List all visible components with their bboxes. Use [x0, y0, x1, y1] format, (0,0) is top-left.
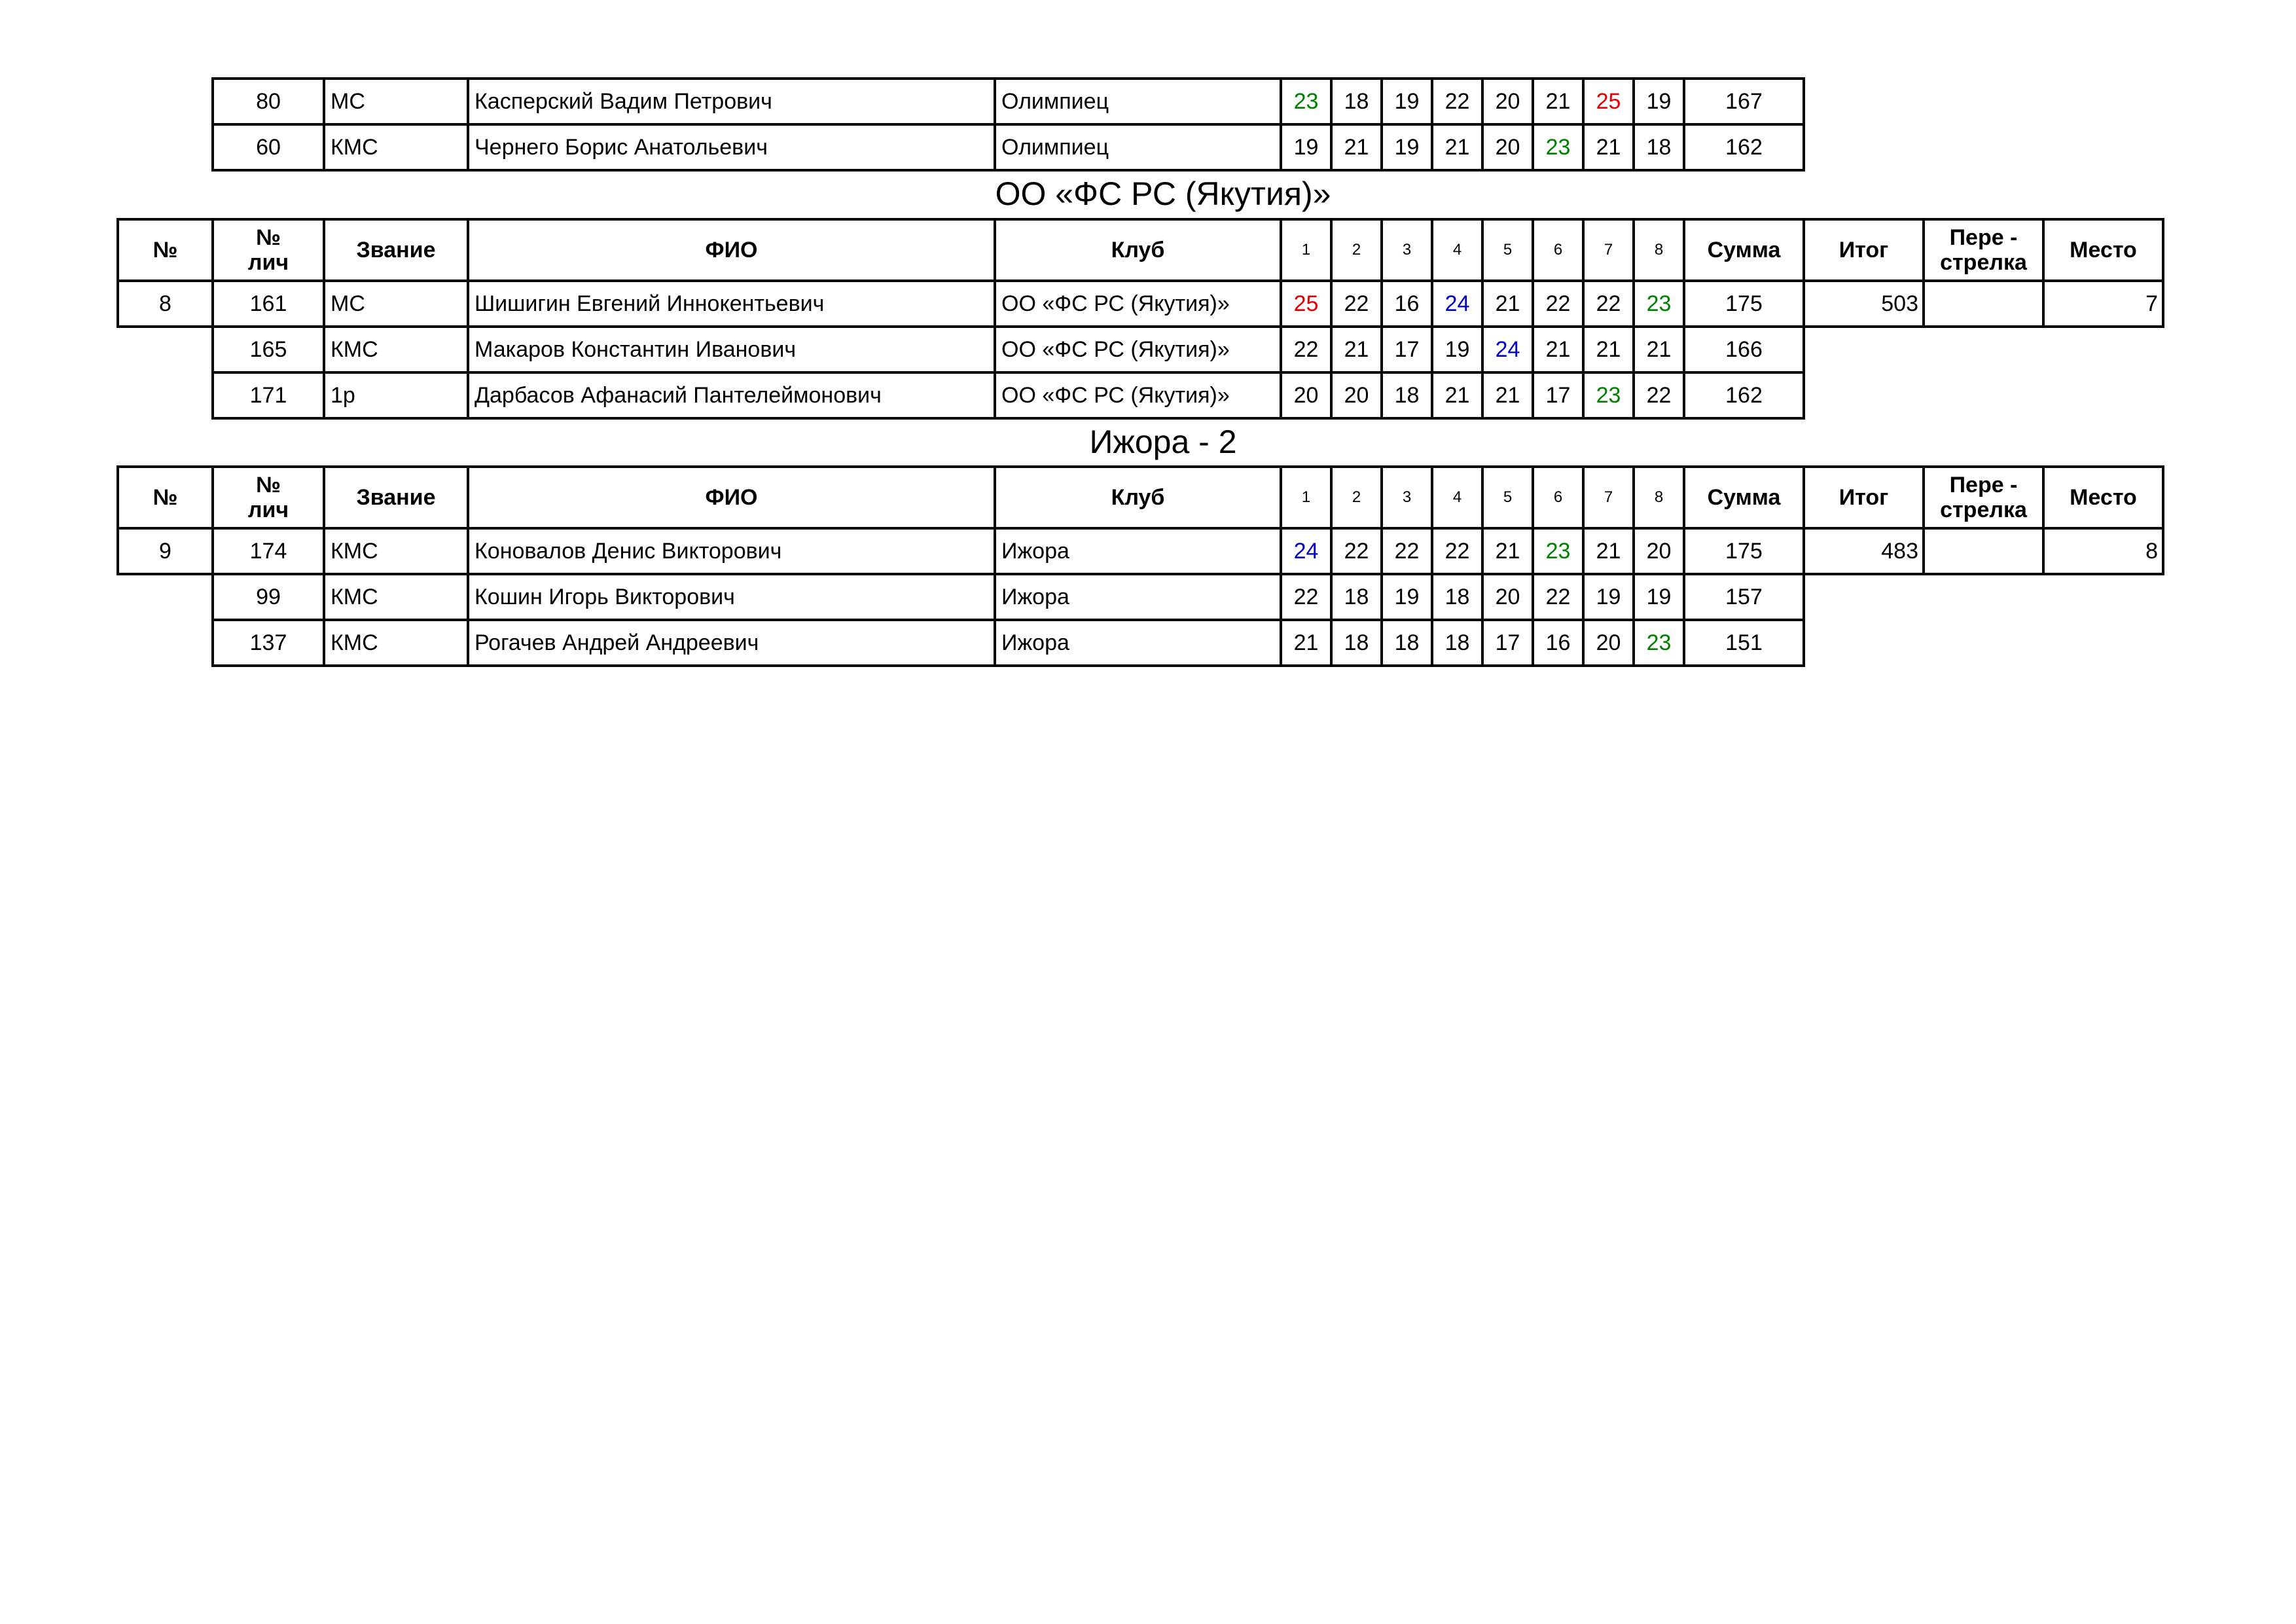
- rank: КМС: [324, 574, 468, 620]
- shot-score: 18: [1432, 620, 1482, 666]
- team-place: 7: [2043, 281, 2163, 327]
- athlete-name: Рогачев Андрей Андреевич: [468, 620, 995, 666]
- col-total: Итог: [1804, 467, 1924, 528]
- shot-score: 23: [1634, 281, 1684, 327]
- score-sum: 175: [1684, 528, 1804, 574]
- shot-score: 20: [1281, 372, 1331, 418]
- shot-score: 18: [1634, 124, 1684, 170]
- club: ОО «ФС РС (Якутия)»: [995, 327, 1281, 372]
- col-sum: Сумма: [1684, 219, 1804, 281]
- header-row: [118, 219, 2163, 281]
- club: Ижора: [995, 574, 1281, 620]
- shot-score: 20: [1634, 528, 1684, 574]
- score-sum: 167: [1684, 79, 1804, 124]
- shot-score: 22: [1331, 528, 1382, 574]
- shot-score: 24: [1482, 327, 1533, 372]
- personal-number: 165: [213, 327, 324, 372]
- score-sum: 151: [1684, 620, 1804, 666]
- athlete-name: Чернего Борис Анатольевич: [468, 124, 995, 170]
- col-shot-8: 8: [1634, 467, 1684, 528]
- shot-score: 25: [1583, 79, 1634, 124]
- personal-number: 171: [213, 372, 324, 418]
- shot-score: 21: [1533, 327, 1583, 372]
- rank: КМС: [324, 620, 468, 666]
- team-number: 8: [118, 281, 213, 327]
- shot-score: 21: [1583, 528, 1634, 574]
- shot-score: 20: [1482, 574, 1533, 620]
- score-sum: 175: [1684, 281, 1804, 327]
- shot-score: 17: [1482, 620, 1533, 666]
- shot-score: 21: [1432, 124, 1482, 170]
- col-sum: Сумма: [1684, 467, 1804, 528]
- rank: КМС: [324, 528, 468, 574]
- personal-number: 137: [213, 620, 324, 666]
- shot-score: 19: [1382, 124, 1432, 170]
- score-sum: 162: [1684, 372, 1804, 418]
- shot-score: 21: [1482, 281, 1533, 327]
- shot-score: 22: [1382, 528, 1432, 574]
- shot-score: 22: [1281, 327, 1331, 372]
- club: Олимпиец: [995, 79, 1281, 124]
- score-sum: 162: [1684, 124, 1804, 170]
- col-shot-7: 7: [1583, 467, 1634, 528]
- col-total: Итог: [1804, 219, 1924, 281]
- shot-score: 18: [1331, 574, 1382, 620]
- shot-score: 20: [1482, 124, 1533, 170]
- table-row: [118, 281, 2163, 327]
- shot-score: 19: [1634, 574, 1684, 620]
- shot-score: 21: [1482, 372, 1533, 418]
- shot-score: 20: [1331, 372, 1382, 418]
- shot-score: 22: [1432, 79, 1482, 124]
- table-row: [118, 327, 2163, 372]
- col-club: Клуб: [995, 219, 1281, 281]
- rank: КМС: [324, 327, 468, 372]
- shot-score: 23: [1583, 372, 1634, 418]
- shot-score: 23: [1533, 124, 1583, 170]
- col-shootoff: Пере - стрелка: [1924, 219, 2043, 281]
- col-num: №: [118, 467, 213, 528]
- table-row: [118, 372, 2163, 418]
- shot-score: 19: [1382, 79, 1432, 124]
- col-shot-4: 4: [1432, 219, 1482, 281]
- table-row: [213, 79, 1804, 124]
- col-shot-6: 6: [1533, 467, 1583, 528]
- col-shot-2: 2: [1331, 467, 1382, 528]
- personal-number: 80: [213, 79, 324, 124]
- shot-score: 22: [1281, 574, 1331, 620]
- header-row: [118, 467, 2163, 528]
- continued-results-table: [211, 77, 1805, 171]
- shot-score: 18: [1331, 620, 1382, 666]
- rank: МС: [324, 79, 468, 124]
- col-shot-3: 3: [1382, 467, 1432, 528]
- shot-score: 17: [1533, 372, 1583, 418]
- shot-score: 16: [1533, 620, 1583, 666]
- col-rank: Звание: [324, 219, 468, 281]
- shot-score: 21: [1634, 327, 1684, 372]
- shot-score: 20: [1583, 620, 1634, 666]
- col-shot-1: 1: [1281, 219, 1331, 281]
- team-title: Ижора - 2: [1089, 424, 1237, 460]
- shot-score: 18: [1382, 372, 1432, 418]
- col-personal-num: № лич: [213, 219, 324, 281]
- col-shot-6: 6: [1533, 219, 1583, 281]
- shot-score: 21: [1533, 79, 1583, 124]
- shot-score: 19: [1583, 574, 1634, 620]
- athlete-name: Макаров Константин Иванович: [468, 327, 995, 372]
- athlete-name: Кошин Игорь Викторович: [468, 574, 995, 620]
- shot-score: 21: [1331, 124, 1382, 170]
- personal-number: 174: [213, 528, 324, 574]
- col-fio: ФИО: [468, 467, 995, 528]
- col-club: Клуб: [995, 467, 1281, 528]
- shot-score: 19: [1432, 327, 1482, 372]
- table-row: [118, 528, 2163, 574]
- shot-score: 21: [1281, 620, 1331, 666]
- shot-score: 22: [1533, 281, 1583, 327]
- personal-number: 161: [213, 281, 324, 327]
- shot-score: 21: [1583, 124, 1634, 170]
- shot-score: 19: [1634, 79, 1684, 124]
- team-shootoff: [1924, 281, 2043, 327]
- shot-score: 22: [1583, 281, 1634, 327]
- table-row: [118, 574, 2163, 620]
- athlete-name: Коновалов Денис Викторович: [468, 528, 995, 574]
- shot-score: 17: [1382, 327, 1432, 372]
- team-results-table: [117, 465, 2164, 667]
- shot-score: 21: [1432, 372, 1482, 418]
- team-total: 503: [1804, 281, 1924, 327]
- team-shootoff: [1924, 528, 2043, 574]
- col-shot-8: 8: [1634, 219, 1684, 281]
- club: ОО «ФС РС (Якутия)»: [995, 372, 1281, 418]
- shot-score: 22: [1533, 574, 1583, 620]
- shot-score: 24: [1432, 281, 1482, 327]
- col-place: Место: [2043, 467, 2163, 528]
- shot-score: 23: [1281, 79, 1331, 124]
- col-shootoff: Пере - стрелка: [1924, 467, 2043, 528]
- shot-score: 21: [1583, 327, 1634, 372]
- athlete-name: Касперский Вадим Петрович: [468, 79, 995, 124]
- rank: КМС: [324, 124, 468, 170]
- shot-score: 19: [1281, 124, 1331, 170]
- club: Ижора: [995, 620, 1281, 666]
- col-shot-5: 5: [1482, 219, 1533, 281]
- shot-score: 25: [1281, 281, 1331, 327]
- shot-score: 19: [1382, 574, 1432, 620]
- shot-score: 16: [1382, 281, 1432, 327]
- rank: МС: [324, 281, 468, 327]
- score-sum: 157: [1684, 574, 1804, 620]
- col-shot-5: 5: [1482, 467, 1533, 528]
- team-results-table: [117, 218, 2164, 420]
- col-shot-2: 2: [1331, 219, 1382, 281]
- shot-score: 23: [1533, 528, 1583, 574]
- athlete-name: Дарбасов Афанасий Пантелеймонович: [468, 372, 995, 418]
- team-title: ОО «ФС РС (Якутия)»: [995, 175, 1331, 212]
- shot-score: 20: [1482, 79, 1533, 124]
- col-shot-1: 1: [1281, 467, 1331, 528]
- shot-score: 18: [1432, 574, 1482, 620]
- score-sum: 166: [1684, 327, 1804, 372]
- shot-score: 21: [1482, 528, 1533, 574]
- shot-score: 23: [1634, 620, 1684, 666]
- team-total: 483: [1804, 528, 1924, 574]
- athlete-name: Шишигин Евгений Иннокентьевич: [468, 281, 995, 327]
- col-shot-7: 7: [1583, 219, 1634, 281]
- shot-score: 22: [1634, 372, 1684, 418]
- rank: 1р: [324, 372, 468, 418]
- table-row: [118, 620, 2163, 666]
- club: Олимпиец: [995, 124, 1281, 170]
- shot-score: 21: [1331, 327, 1382, 372]
- shot-score: 18: [1382, 620, 1432, 666]
- club: ОО «ФС РС (Якутия)»: [995, 281, 1281, 327]
- shot-score: 24: [1281, 528, 1331, 574]
- table-row: [213, 124, 1804, 170]
- col-personal-num: № лич: [213, 467, 324, 528]
- personal-number: 99: [213, 574, 324, 620]
- col-fio: ФИО: [468, 219, 995, 281]
- club: Ижора: [995, 528, 1281, 574]
- team-number: 9: [118, 528, 213, 574]
- shot-score: 22: [1331, 281, 1382, 327]
- col-shot-4: 4: [1432, 467, 1482, 528]
- personal-number: 60: [213, 124, 324, 170]
- shot-score: 18: [1331, 79, 1382, 124]
- col-num: №: [118, 219, 213, 281]
- col-rank: Звание: [324, 467, 468, 528]
- col-place: Место: [2043, 219, 2163, 281]
- team-place: 8: [2043, 528, 2163, 574]
- col-shot-3: 3: [1382, 219, 1432, 281]
- shot-score: 22: [1432, 528, 1482, 574]
